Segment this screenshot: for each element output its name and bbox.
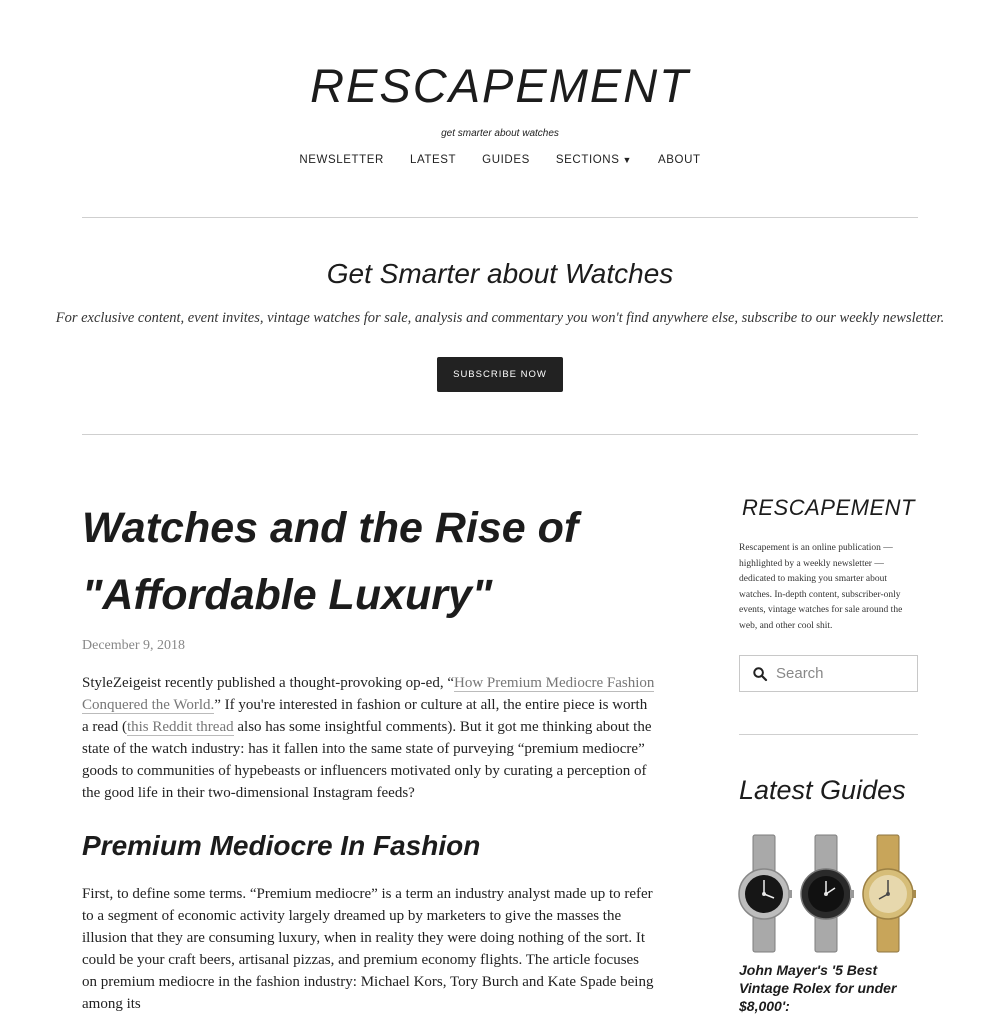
- site-logo[interactable]: RESCAPEMENT: [310, 59, 690, 112]
- article-title: Watches and the Rise of "Affordable Luxury": [82, 504, 579, 619]
- stylezeitgeist-link[interactable]: How Premium Mediocre Fashion Conquered the World.: [82, 675, 655, 713]
- search-box[interactable]: [739, 655, 918, 692]
- search-icon: [753, 667, 767, 681]
- subscribe-button[interactable]: SUBSCRIBE NOW: [437, 357, 563, 392]
- nav-latest[interactable]: LATEST: [409, 154, 457, 166]
- latest-guides-heading: Latest Guides: [739, 775, 906, 805]
- sidebar-about: Rescapement is an online publication — highlighted by a weekly newsletter — dedicated to making you smarter about watches. In-depth content, subscriber-only events, vintage watches for sale around the web, and other cool shit.: [739, 543, 903, 631]
- site-tagline: get smarter about watches: [441, 128, 559, 139]
- main-nav: [0, 154, 1000, 166]
- sidebar-logo[interactable]: RESCAPEMENT: [742, 495, 915, 520]
- paragraph-text: StyleZeigeist recently published a thought-provoking op-ed, “: [82, 675, 454, 691]
- section-heading: Premium Mediocre In Fashion: [82, 830, 481, 861]
- paragraph-text: ” If you're interested in fashion or culture at all, the entire piece is worth a read (: [82, 697, 648, 735]
- promo-title: Get Smarter about Watches: [326, 258, 674, 289]
- sidebar-divider: [739, 734, 918, 735]
- nav-sections[interactable]: [556, 154, 632, 166]
- article-paragraph-2: First, to define some terms. “Premium mediocre” is a term an industry analyst made up to refer to a segment of economic activity largely dreamed up by marketers to give the masses the illusion that they are consuming luxury, when in reality they were doing nothing of the sort. It could be your craft beers, artisanal pizzas, and premium economy flights. The article focuses on premium mediocre in the fashion industry: Michael Kors, Tory Burch and Kate Spade being among its: [82, 886, 654, 1012]
- search-input[interactable]: [776, 665, 906, 682]
- article-paragraph-1: [82, 672, 657, 804]
- article-date: December 9, 2018: [82, 638, 186, 653]
- guide-watches-image[interactable]: [739, 835, 918, 952]
- reddit-thread-link[interactable]: this Reddit thread: [126, 719, 234, 735]
- nav-newsletter[interactable]: NEWSLETTER: [299, 154, 384, 166]
- promo-divider: [82, 434, 918, 435]
- nav-sections-label: SECTIONS: [555, 154, 620, 166]
- promo-text: For exclusive content, event invites, vintage watches for sale, analysis and commentary you won't find anywhere else, subscribe to our weekly newsletter.: [55, 310, 945, 326]
- nav-about[interactable]: ABOUT: [657, 154, 701, 166]
- chevron-down-icon: ▼: [622, 155, 632, 165]
- paragraph-text: also has some insightful comments). But it got me thinking about the state of the watch industry: has it fallen into the same state of purveying “premium mediocre” goods to communities of hypebeasts or influencers motivated only by curating a perception of the good life in their two-dimensional Instagram feeds?: [82, 719, 652, 801]
- guide-title-link[interactable]: John Mayer's '5 Best Vintage Rolex for under $8,000':: [739, 962, 897, 1014]
- header-divider: [82, 217, 918, 218]
- nav-guides[interactable]: GUIDES: [482, 154, 530, 166]
